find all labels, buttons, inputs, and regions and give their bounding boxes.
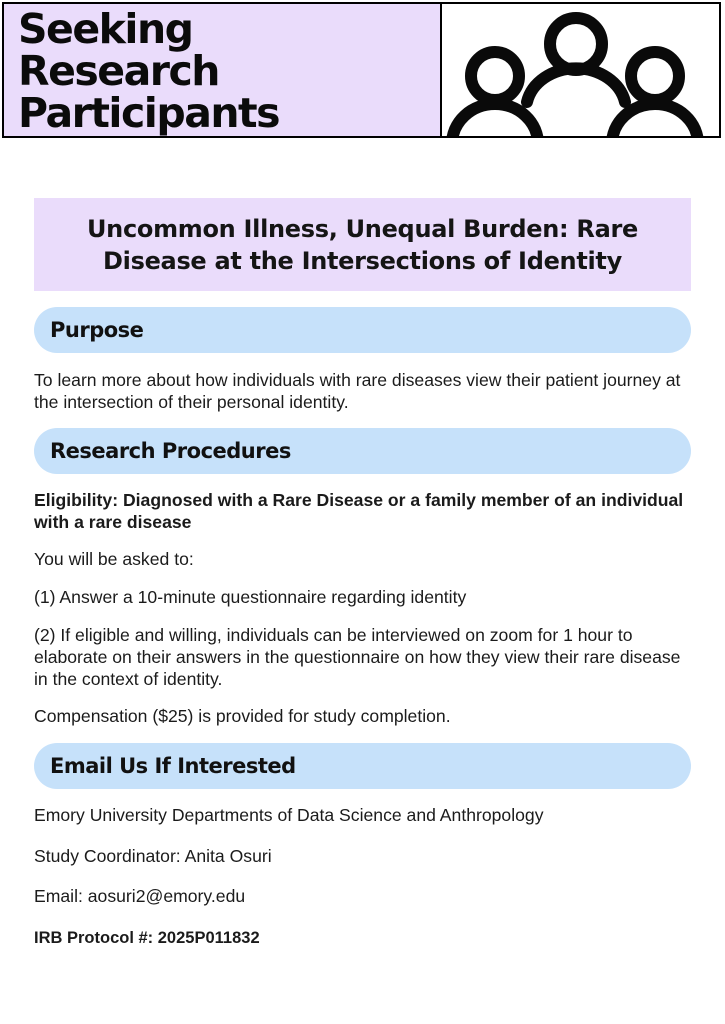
header-title-line-1: Seeking bbox=[18, 5, 193, 53]
procedures-heading: Research Procedures bbox=[50, 439, 291, 463]
contact-heading: Email Us If Interested bbox=[50, 754, 296, 778]
purpose-heading-bar bbox=[34, 307, 691, 353]
person-center-head-icon bbox=[550, 18, 602, 70]
eligibility-text: Eligibility: Diagnosed with a Rare Disease or a family member of an individual with a rare disease bbox=[34, 490, 684, 532]
person-left-body-icon bbox=[452, 104, 538, 136]
header-title-line-2: Research bbox=[18, 47, 219, 95]
compensation-text: Compensation ($25) is provided for study completion. bbox=[34, 706, 451, 726]
header-title-line-3: Participants bbox=[18, 89, 280, 137]
study-title-banner bbox=[34, 198, 691, 291]
people-group-icon bbox=[442, 4, 719, 136]
purpose-heading: Purpose bbox=[50, 318, 144, 342]
person-right-head-icon bbox=[631, 52, 679, 100]
department-text: Emory University Departments of Data Science and Anthropology bbox=[34, 805, 544, 825]
purpose-text: To learn more about how individuals with rare diseases view their patient journey at the intersection of their personal identity. bbox=[34, 370, 681, 412]
irb-protocol-text: IRB Protocol #: 2025P011832 bbox=[34, 929, 260, 947]
coordinator-text: Study Coordinator: Anita Osuri bbox=[34, 846, 272, 866]
header-title bbox=[18, 5, 280, 137]
procedures-heading-bar bbox=[34, 428, 691, 474]
study-title: Uncommon Illness, Unequal Burden: Rare Disease at the Intersections of Identity bbox=[86, 214, 639, 275]
contact-heading-bar bbox=[34, 743, 691, 789]
email-text[interactable]: Email: aosuri2@emory.edu bbox=[34, 886, 246, 906]
person-left-head-icon bbox=[471, 52, 519, 100]
person-center-body-icon bbox=[527, 68, 625, 102]
flyer-header bbox=[2, 2, 721, 138]
procedure-step-2: (2) If eligible and willing, individuals can be interviewed on zoom for 1 hour to elaborate on their answers in the questionnaire on how they view their rare disease in the context of identity. bbox=[34, 625, 681, 689]
header-icon-panel bbox=[442, 4, 719, 136]
procedure-step-1: (1) Answer a 10-minute questionnaire regarding identity bbox=[34, 587, 467, 607]
procedures-intro: You will be asked to: bbox=[34, 549, 194, 569]
person-right-body-icon bbox=[612, 104, 698, 136]
header-title-panel bbox=[4, 4, 442, 136]
